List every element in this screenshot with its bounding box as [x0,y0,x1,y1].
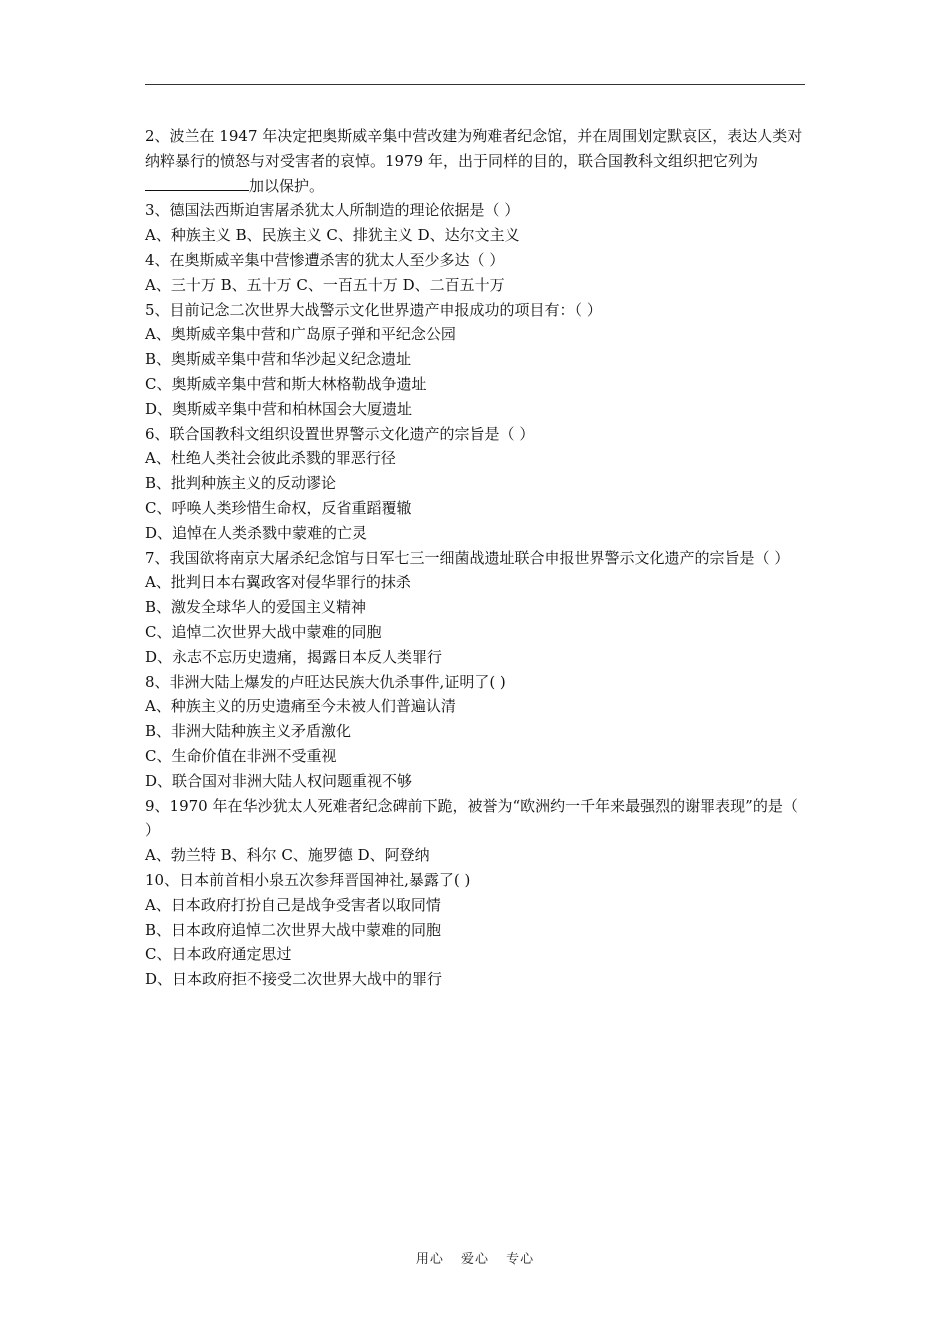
question-3-stem: 3、德国法西斯迫害屠杀犹太人所制造的理论依据是（ ） [145,201,520,220]
question-4-stem: 4、在奥斯威辛集中营惨遭杀害的犹太人至少多达（ ） [145,250,505,269]
question-5-stem: 5、目前记念二次世界大战警示文化世界遗产申报成功的项目有：（ ） [145,300,602,319]
question-10-option-d: D、日本政府拒不接受二次世界大战中的罪行 [145,970,443,989]
footer-word: 爱心 [460,1252,489,1267]
page-footer [0,1248,950,1267]
answer-blank[interactable] [145,174,249,191]
question-8-option-d: D、联合国对非洲大陆人权问题重视不够 [145,771,413,790]
question-5-option-b: B、奥斯威辛集中营和华沙起义纪念遗址 [145,350,412,369]
header-rule [145,84,805,85]
question-list [145,124,810,992]
question-7-stem: 7、我国欲将南京大屠杀纪念馆与日军七三一细菌战遗址联合申报世界警示文化遗产的宗旨是（ ） [145,548,790,567]
question-8-option-b: B、非洲大陆种族主义矛盾激化 [145,722,352,741]
question-6-stem: 6、联合国教科文组织设置世界警示文化遗产的宗旨是（ ） [145,424,535,443]
question-10-option-b: B、日本政府追悼二次世界大战中蒙难的同胞 [145,920,442,939]
question-2-stem: 2、波兰在 1947 年决定把奥斯威辛集中营改建为殉难者纪念馆，并在周围划定默哀区，表达人类对纳粹暴行的愤怒与对受害者的哀悼。1979 年，出于同样的目的，联合国教科文组织把它列为 [145,127,803,170]
question-10-option-c: C、日本政府通定思过 [145,945,292,964]
question-9-options: A、勃兰特 B、科尔 C、施罗德 D、阿登纳 [145,846,430,865]
question-7-option-a: A、批判日本右翼政客对侵华罪行的抹杀 [145,573,411,592]
question-2 [145,124,810,198]
question-6-option-a: A、杜绝人类社会彼此杀戮的罪恶行径 [145,449,396,468]
footer-word: 专心 [506,1252,535,1267]
question-5-option-c: C、奥斯威辛集中营和斯大林格勒战争遗址 [145,374,427,393]
question-6-option-b: B、批判种族主义的反动谬论 [145,474,337,493]
question-7-option-d: D、永志不忘历史遗痛，揭露日本反人类罪行 [145,647,443,666]
question-7-option-c: C、追悼二次世界大战中蒙难的同胞 [145,622,382,641]
footer-word: 用心 [415,1252,444,1267]
question-8-option-a: A、种族主义的历史遗痛至今未被人们普遍认清 [145,697,456,716]
question-6-option-c: C、呼唤人类珍惜生命权，反省重蹈覆辙 [145,498,412,517]
question-5-option-d: D、奥斯威辛集中营和柏林国会大厦遗址 [145,399,413,418]
question-10-stem: 10、日本前首相小泉五次参拜晋国神社,暴露了( ) [145,870,471,889]
question-7-option-b: B、激发全球华人的爱国主义精神 [145,598,367,617]
question-2-stem-end: 加以保护。 [249,176,325,195]
question-8-option-c: C、生命价值在非洲不受重视 [145,746,337,765]
question-6-option-d: D、追悼在人类杀戮中蒙难的亡灵 [145,523,368,542]
question-5-option-a: A、奥斯威辛集中营和广岛原子弹和平纪念公园 [145,325,456,344]
question-4-options: A、三十万 B、五十万 C、一百五十万 D、二百五十万 [145,275,505,294]
question-10-option-a: A、日本政府打扮自己是战争受害者以取同情 [145,895,441,914]
question-3-options: A、种族主义 B、民族主义 C、排犹主义 D、达尔文主义 [145,226,520,245]
question-8-stem: 8、非洲大陆上爆发的卢旺达民族大仇杀事件,证明了( ) [145,672,506,691]
question-9-stem: 9、1970 年在华沙犹太人死难者纪念碑前下跪，被誉为“欧洲约一千年来最强烈的谢罪表现”的是（ ） [145,796,798,840]
